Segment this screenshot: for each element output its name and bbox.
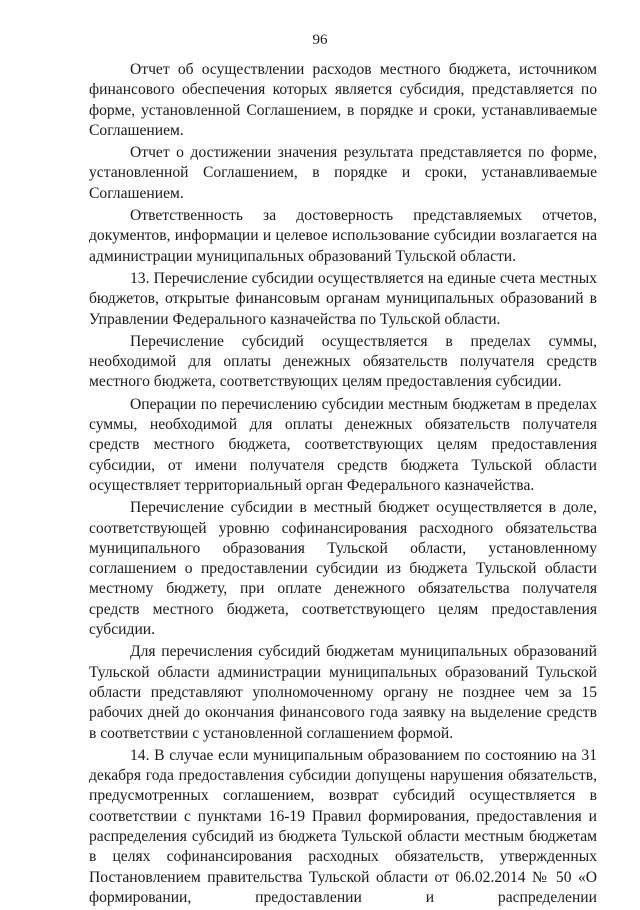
paragraph-item-13: 13. Перечисление субсидии осуществляется на единые счета местных бюджетов, открытые финансовым органам муниципальных образований в Управлении Федерального казначейства по Тульской области. [89, 269, 597, 328]
paragraph-application: Для перечисления субсидий бюджетам муниципальных образований Тульской области администрации муниципальных образований Тульской области представляют уполномоченному органу не позднее чем за 15 рабочих дней до окончания финансового года заявку на выделение средств в соответствии с установленной соглашением формой. [89, 643, 597, 742]
body-text [89, 60, 597, 910]
paragraph-item-14: 14. В случае если муниципальным образованием по состоянию на 31 декабря года предоставления субсидии допущены нарушения обязательств, предусмотренных соглашением, возврат субсидий осуществляется в соответствии с пунктами 16-19 Правил формирования, предоставления и распределения субсидий из бюджета Тульской области местным бюджетам в целях софинансирования расходных обязательств, утвержденных Постановлением правительства Тульской области от 06.02.2014 № 50 «О формировании, предоставлении и распределении [89, 746, 597, 906]
page-number: 96 [312, 32, 328, 48]
paragraph-transfer-limits: Перечисление субсидий осуществляется в пределах суммы, необходимой для оплаты денежных обязательств получателя средств местного бюджета, соответствующих целям предоставления субсидии. [89, 332, 597, 391]
paragraph-report-expenses: Отчет об осуществлении расходов местного бюджета, источником финансового обеспечения которых является субсидия, представляется по форме, установленной Соглашением, в порядке и сроки, устанавливаемые Соглашением. [89, 61, 597, 139]
paragraph-transfer-operations: Операции по перечислению субсидии местным бюджетам в пределах суммы, необходимой для оплаты денежных обязательств получателя средств местного бюджета, соответствующих целям предоставления субсидии, от имени получателя средств бюджета Тульской области осуществляет территориальный орган Федерального казначейства. [89, 395, 597, 494]
paragraph-responsibility: Ответственность за достоверность представляемых отчетов, документов, информации и целевое использование субсидии возлагается на администрации муниципальных образований Тульской области. [89, 207, 597, 265]
paragraph-report-result: Отчет о достижении значения результата представляется по форме, установленной Соглашением, в порядке и сроки, устанавливаемые Соглашением. [89, 144, 597, 202]
paragraph-cofinancing-share: Перечисление субсидии в местный бюджет осуществляется в доле, соответствующей уровню софинансирования расходного обязательства муниципального образования Тульской области, установленному соглашением о предоставлении субсидии из бюджета Тульской области местному бюджету, при оплате денежного обязательства получателя средств местного бюджета, соответствующего целям предоставления субсидии. [89, 499, 597, 639]
